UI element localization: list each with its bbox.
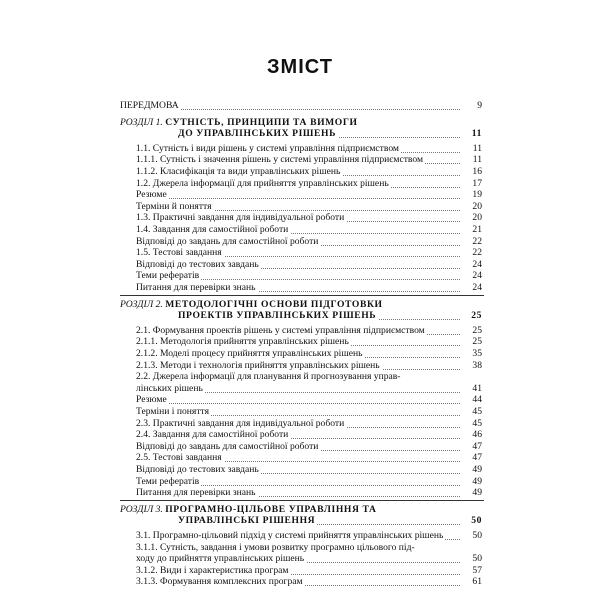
toc-entry[interactable] — [0, 336, 600, 348]
toc-entry[interactable] — [0, 236, 600, 248]
entry-text: Відповіді до завдань для самостійної роботи — [136, 440, 319, 452]
section-number: РОЗДІЛ 2. — [120, 298, 163, 310]
section-heading-text — [120, 299, 385, 311]
toc-entry[interactable] — [0, 553, 600, 565]
entry-text: Питання для перевірки знань — [136, 282, 256, 293]
entry-text: 1.1.1. Сутність і значення рішень у системі управління підприємством — [136, 154, 424, 166]
toc-entry[interactable] — [0, 212, 600, 224]
toc-entry[interactable] — [0, 406, 600, 418]
toc-entry[interactable] — [0, 464, 600, 476]
toc-entry[interactable] — [0, 143, 600, 155]
toc-entry[interactable] — [0, 247, 600, 259]
page-number: 47 — [462, 452, 482, 464]
toc-entry[interactable] — [0, 259, 600, 271]
entry-text: 3.1.1. Сутність, завдання і умови розвитку програмно цільового під- — [136, 541, 415, 553]
page-number: 25 — [462, 336, 482, 348]
entry-text: 2.1.3. Методи і технологія прийняття управлінських рішень — [136, 359, 380, 371]
entry-text: УПРАВЛІНСЬКІ РІШЕННЯ — [178, 515, 316, 527]
entry-text: Відповіді до тестових завдань — [136, 464, 259, 475]
entry-text: ДО УПРАВЛІНСЬКИХ РІШЕНЬ — [178, 128, 337, 140]
toc-entry[interactable] — [0, 441, 600, 453]
page-number: 44 — [462, 394, 482, 406]
entry-text: Терміни і поняття — [136, 406, 210, 417]
entry-text: 1.2. Джерела інформації для прийняття управлінських рішень — [136, 177, 389, 189]
page-number: 35 — [462, 348, 482, 360]
entry-text: Резюме — [136, 189, 167, 201]
toc-entry[interactable] — [0, 452, 600, 464]
toc-section-heading[interactable] — [0, 117, 600, 129]
toc-entry[interactable] — [0, 310, 600, 322]
page-number: 38 — [462, 360, 482, 372]
page-number: 24 — [462, 282, 482, 294]
toc-entry[interactable] — [0, 394, 600, 406]
entry-text: Теми рефератів — [136, 475, 200, 487]
toc-entry[interactable] — [0, 487, 600, 499]
toc-entry[interactable] — [0, 383, 600, 395]
page-number: 19 — [462, 189, 482, 201]
toc-entry[interactable] — [0, 100, 600, 112]
toc-entry[interactable] — [0, 530, 600, 542]
toc-entry[interactable] — [0, 542, 600, 554]
page-number: 24 — [462, 259, 482, 271]
entry-text: 3.1.3. Формування комплексних програм — [136, 576, 303, 588]
page-number: 25 — [462, 310, 482, 322]
section-number: РОЗДІЛ 1. — [120, 116, 163, 128]
dot-leader — [136, 403, 460, 404]
page-number: 20 — [462, 201, 482, 213]
toc-entry[interactable] — [0, 178, 600, 190]
page-number: 9 — [462, 100, 482, 112]
section-number: РОЗДІЛ 3. — [120, 503, 163, 515]
toc-entry[interactable] — [0, 476, 600, 488]
entry-text: Відповіді до тестових завдань — [136, 258, 259, 270]
dot-leader — [136, 198, 460, 199]
page-number: 41 — [462, 383, 482, 395]
toc-entry[interactable] — [0, 201, 600, 213]
toc-entry[interactable] — [0, 360, 600, 372]
entry-text: 2.1.2. Моделі процесу прийняття управлінських рішень — [136, 348, 363, 359]
toc-entry[interactable] — [0, 189, 600, 201]
entry-text: 2.1.1. Методологія прийняття управлінських рішень — [136, 336, 349, 348]
entry-text: 2.4. Завдання для самостійної роботи — [136, 429, 289, 441]
toc-section-heading[interactable] — [0, 504, 600, 516]
toc-entry[interactable] — [0, 166, 600, 178]
section-heading-text — [120, 117, 360, 129]
toc-entry[interactable] — [0, 224, 600, 236]
entry-text: ходу до прийняття управлінських рішень — [136, 553, 305, 565]
entry-text: 2.2. Джерела інформації для планування й прогнозування управ- — [136, 371, 401, 383]
toc-entry[interactable] — [0, 282, 600, 294]
toc-entry[interactable] — [0, 128, 600, 140]
entry-text: 3.1. Програмно-цільовий підхід у системі прийняття управлінських рішень — [136, 530, 444, 541]
page-number: 22 — [462, 236, 482, 248]
page-number: 45 — [462, 406, 482, 418]
page-number: 46 — [462, 429, 482, 441]
page-number: 50 — [462, 515, 482, 527]
page-number: 45 — [462, 418, 482, 430]
page-number: 50 — [462, 553, 482, 565]
page-number: 50 — [462, 530, 482, 542]
page-number: 49 — [462, 464, 482, 476]
section-heading-text — [120, 504, 379, 516]
page-number: 21 — [462, 224, 482, 236]
toc-section-heading[interactable] — [0, 299, 600, 311]
entry-text: 1.3. Практичні завдання для індивідуальної роботи — [136, 212, 345, 224]
toc-entry[interactable] — [0, 429, 600, 441]
toc-entry[interactable] — [0, 325, 600, 337]
toc-entry[interactable] — [0, 418, 600, 430]
entry-text: 2.5. Тестові завдання — [136, 452, 222, 464]
entry-text: 1.1.2. Класифікація та види управлінських рішень — [136, 166, 341, 177]
toc-entry[interactable] — [0, 371, 600, 383]
page-number: 20 — [462, 212, 482, 224]
section-title: ПРОГРАМНО-ЦІЛЬОВЕ УПРАВЛІННЯ ТА — [165, 503, 377, 515]
entry-text: 3.1.2. Види і характеристика програм — [136, 564, 289, 576]
entry-text: Питання для перевірки знань — [136, 487, 256, 499]
page-number: 49 — [462, 487, 482, 499]
page-number: 61 — [462, 576, 482, 588]
entry-text: Теми рефератів — [136, 270, 200, 282]
toc-entry[interactable] — [0, 515, 600, 527]
page-number: 11 — [462, 128, 482, 140]
entry-text: ПЕРЕДМОВА — [120, 100, 179, 111]
toc-entry[interactable] — [0, 565, 600, 577]
entry-text: 2.3. Практичні завдання для індивідуальної роботи — [136, 417, 345, 429]
entry-text: 1.4. Завдання для самостійної роботи — [136, 224, 289, 235]
entry-text: Терміни й поняття — [136, 200, 212, 212]
page-number: 17 — [462, 178, 482, 190]
entry-text: Резюме — [136, 394, 167, 406]
entry-text: Відповіді до завдань для самостійної роботи — [136, 235, 319, 247]
entry-text: ПРОЕКТІВ УПРАВЛІНСЬКИХ РІШЕНЬ — [178, 310, 377, 322]
entry-text: 1.5. Тестові завдання — [136, 247, 222, 259]
toc-entry[interactable] — [0, 270, 600, 282]
page-number: 49 — [462, 476, 482, 488]
toc-entry[interactable] — [0, 348, 600, 360]
page-number: 16 — [462, 166, 482, 178]
entry-text: 2.1. Формування проектів рішень у системі управління підприємством — [136, 324, 425, 336]
page-number: 11 — [462, 143, 482, 155]
page-title: ЗМІСТ — [267, 56, 333, 78]
page-number: 25 — [462, 325, 482, 337]
page-number: 47 — [462, 441, 482, 453]
toc-entry[interactable] — [0, 154, 600, 166]
page-number: 11 — [462, 154, 482, 166]
section-title: МЕТОДОЛОГІЧНІ ОСНОВИ ПІДГОТОВКИ — [165, 298, 383, 310]
page-number: 57 — [462, 565, 482, 577]
toc-entry[interactable] — [0, 576, 600, 588]
entry-text: 1.1. Сутність і види рішень у системі управління підприємством — [136, 142, 400, 154]
entry-text: лінських рішень — [136, 382, 203, 394]
page-number: 22 — [462, 247, 482, 259]
section-divider — [120, 295, 484, 296]
section-title: СУТНІСТЬ, ПРИНЦИПИ ТА ВИМОГИ — [165, 116, 358, 128]
page-number: 24 — [462, 270, 482, 282]
section-divider — [120, 500, 484, 501]
